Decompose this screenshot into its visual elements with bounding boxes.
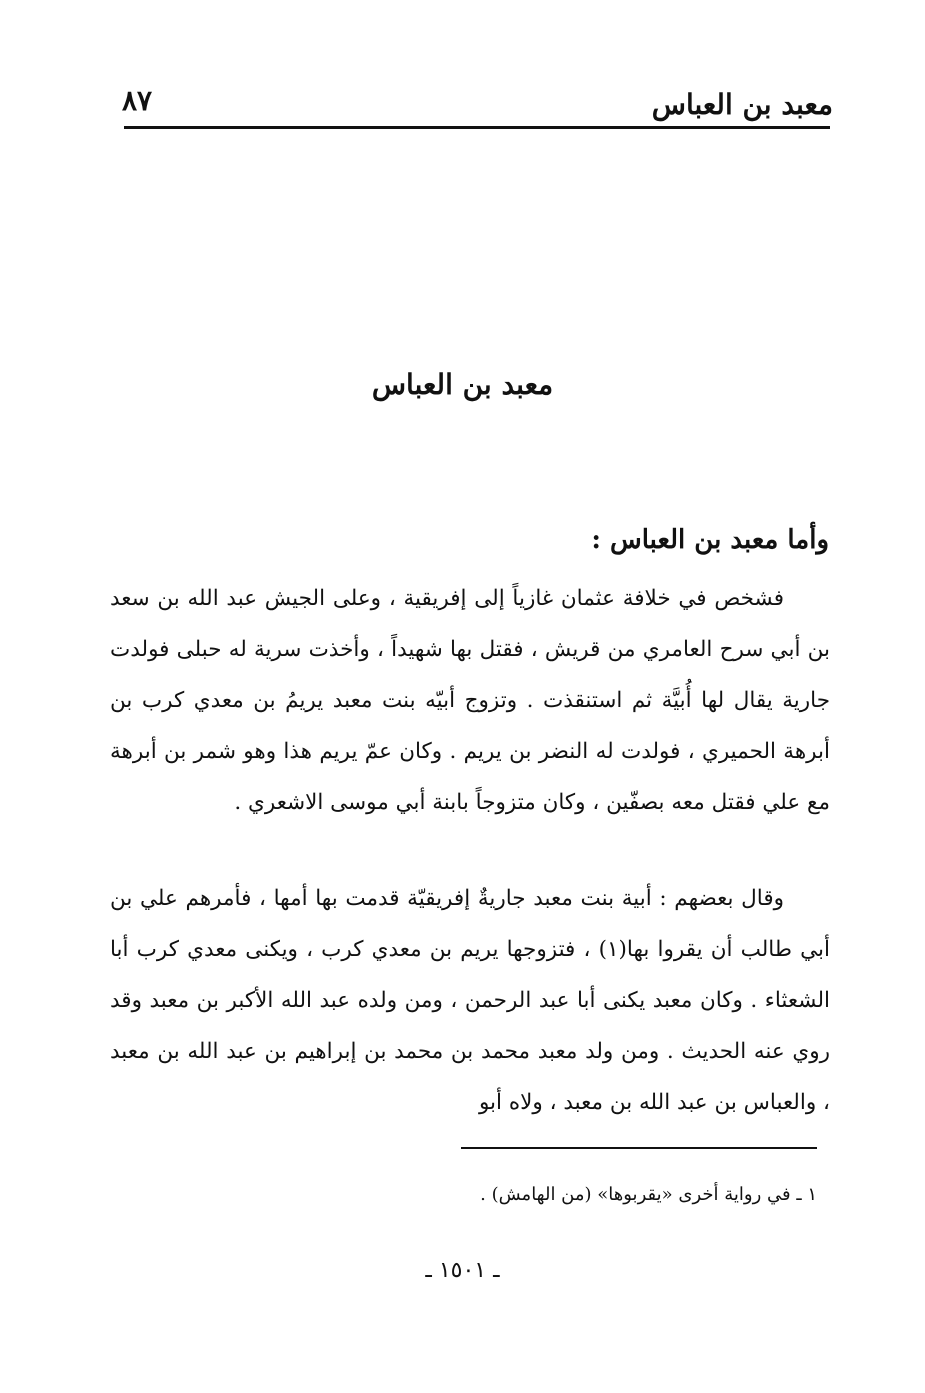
footer-page-number: ـ ١٥٠١ ـ [425, 1258, 500, 1283]
body-paragraph-1: فشخص في خلافة عثمان غازياً إلى إفريقية ، وعلى الجيش عبد الله بن سعد بن أبي سرح العامري من قريش ، فقتل بها شهيداً ، وأخذت سرية له حبلى فولدت جارية يقال لها أُبيَّة ثم استنقذت . وتزوج أبيّه بنت معبد يريمُ بن معدي كرب بن أبرهة الحميري ، فولدت له النضر بن يريم . وكان عمّ يريم هذا وهو شمر بن أبرهة مع علي فقتل معه بصفّين ، وكان متزوجاً بابنة أبي موسى الاشعري . [110, 586, 830, 815]
running-title: معبد بن العباس [651, 88, 833, 121]
section-heading: وأما معبد بن العباس : [591, 525, 829, 555]
footnote-divider [461, 1147, 817, 1149]
header-divider [124, 126, 830, 129]
chapter-title: معبد بن العباس [371, 368, 554, 401]
footnote: ١ ـ في رواية أخرى «يقربوها» (من الهامش) . [480, 1184, 817, 1205]
header-page-number: ٨٧ [122, 84, 153, 117]
body-paragraph-2: وقال بعضهم : أبية بنت معبد جاريةٌ إفريقيّة قدمت بها أمها ، فأمرهم علي بن أبي طالب أن يقروا بها(١) ، فتزوجها يريم بن معدي كرب ، ويكنى معدي كرب أبا الشعثاء . وكان معبد يكنى أبا عبد الرحمن ، ومن ولده عبد الله الأكبر بن معبد وقد روي عنه الحديث . ومن ولد معبد محمد بن محمد بن إبراهيم بن عبد الله بن معبد ، والعباس بن عبد الله بن معبد ، ولاه أبو [110, 886, 830, 1115]
